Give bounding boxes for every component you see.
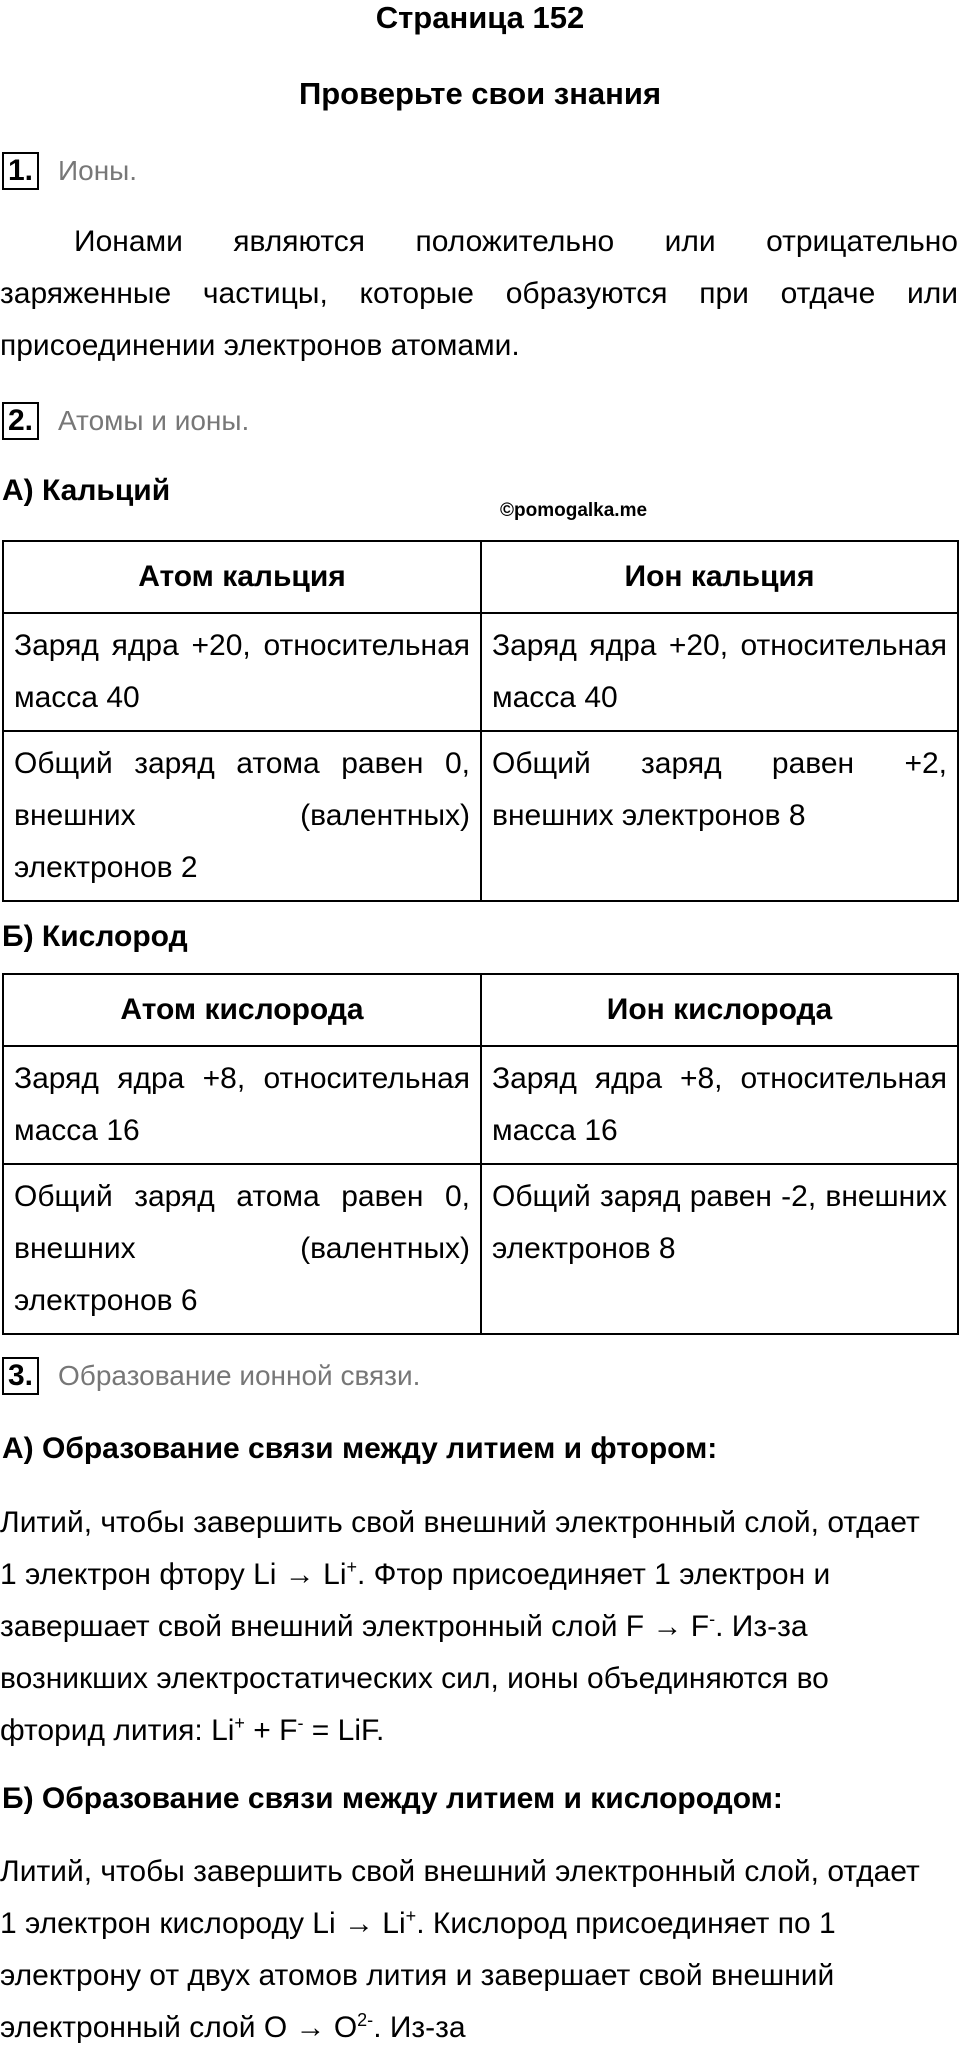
superscript: - [297,1713,304,1733]
text-fragment: . Кислород присоединяет по 1 электрону от двух атомов лития и завершает свой внешний электронный слой O → O [0,1907,836,2044]
table-header: Ион кальция [481,541,958,613]
text-fragment: . Из-за [373,2011,466,2044]
lithium-fluorine-text [0,1497,940,1757]
question-1-title: Ионы. [58,155,138,186]
lithium-oxygen-heading: Б) Образование связи между литием и кислородом: [2,1782,783,1815]
table-cell: Заряд ядра +8, относительная масса 16 [3,1046,481,1164]
table-row [3,613,958,731]
text-fragment: Литий, чтобы завершить свой внешний электронный слой, отдает 1 электрон фтору Li → Li [0,1506,920,1591]
table-row [3,1046,958,1164]
section-title: Проверьте свои знания [298,76,662,111]
table-cell: Заряд ядра +20, относительная масса 40 [481,613,958,731]
text-fragment: = LiF. [303,1714,385,1747]
question-1-number: 1. [2,152,39,190]
oxygen-table [2,973,959,1335]
subsection-oxygen: Б) Кислород [2,920,188,953]
text-fragment: . Фтор присоединяет 1 электрон и завершает свой внешний электронный слой F → F [0,1558,831,1643]
page-title: Страница 152 [375,0,585,35]
superscript: + [234,1713,245,1733]
lithium-oxygen-text [0,1846,940,2054]
table-header: Атом кальция [3,541,481,613]
table-cell: Общий заряд атома равен 0, внешних (валентных) электронов 6 [3,1164,481,1334]
question-1-answer: Ионами являются положительно или отрицательно заряженные частицы, которые образуются при отдаче или присоединении электронов атомами. [0,225,958,362]
watermark: ©pomogalka.me [500,500,648,521]
superscript: + [405,1906,417,1926]
superscript: 2- [357,2010,374,2030]
subsection-calcium: А) Кальций [2,474,171,507]
calcium-table [2,540,959,902]
table-cell: Общий заряд равен +2, внешних электронов 8 [481,731,958,901]
table-cell: Общий заряд атома равен 0, внешних (валентных) электронов 2 [3,731,481,901]
question-2-title: Атомы и ионы. [58,405,250,436]
question-3-title: Образование ионной связи. [58,1360,421,1391]
table-row [3,1164,958,1334]
question-2-number: 2. [2,402,39,440]
text-fragment: + F [244,1714,298,1747]
table-cell: Заряд ядра +8, относительная масса 16 [481,1046,958,1164]
superscript: + [346,1557,358,1577]
question-3-number: 3. [2,1357,39,1395]
superscript: - [709,1609,716,1629]
table-row [3,731,958,901]
table-cell: Общий заряд равен -2, внешних электронов 8 [481,1164,958,1334]
text-fragment: . Из-за возникших электростатических сил, ионы объединяются во фторид лития: Li [0,1610,829,1747]
table-header: Атом кислорода [3,974,481,1046]
lithium-fluorine-heading: А) Образование связи между литием и фтором: [2,1432,718,1465]
table-cell: Заряд ядра +20, относительная масса 40 [3,613,481,731]
table-header: Ион кислорода [481,974,958,1046]
text-fragment: Литий, чтобы завершить свой внешний электронный слой, отдает 1 электрон кислороду Li → Li [0,1855,920,1940]
